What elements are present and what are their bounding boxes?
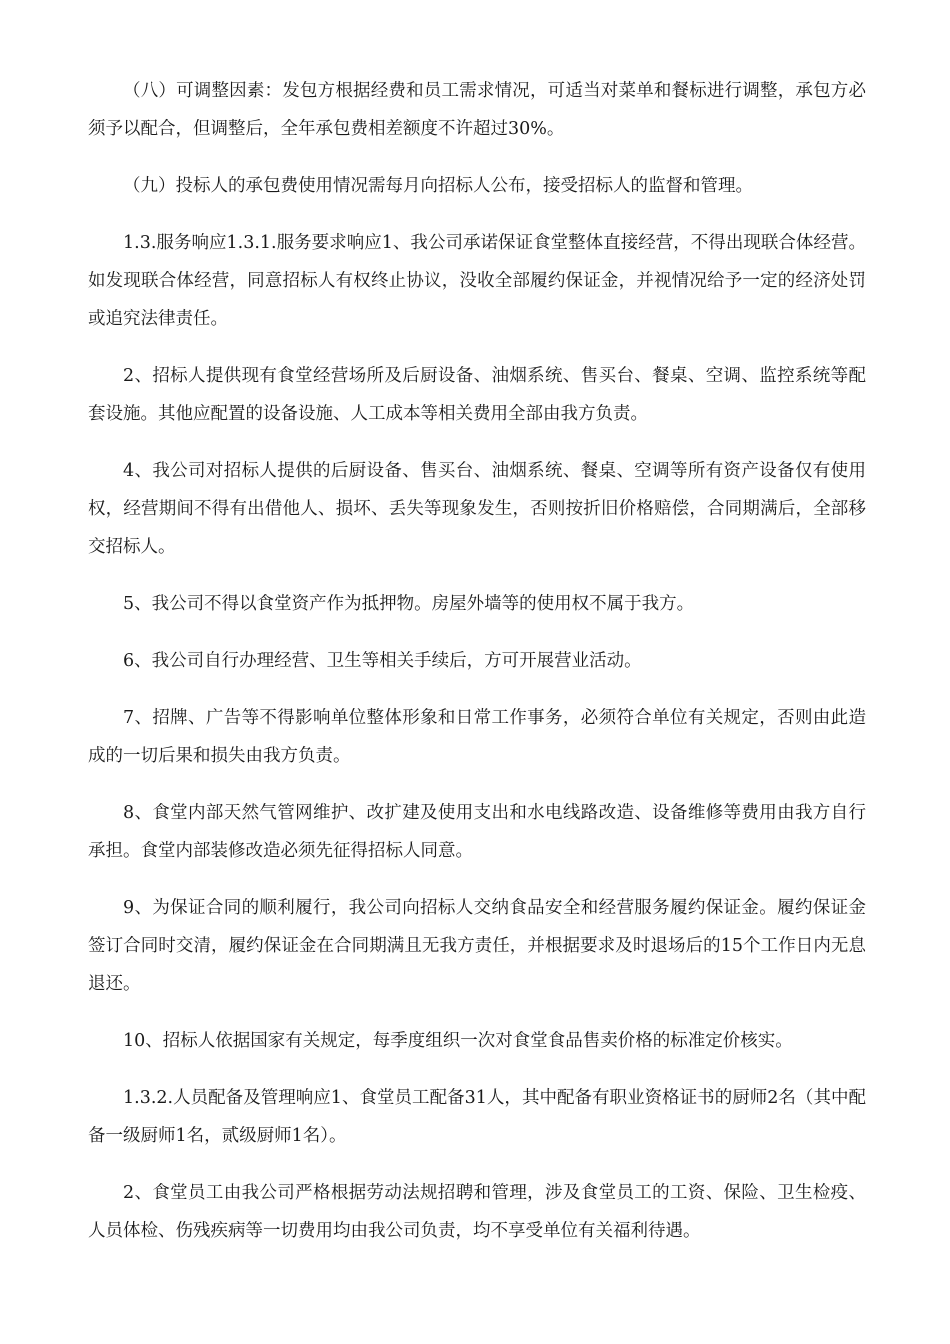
paragraph-asset-usage: 4、我公司对招标人提供的后厨设备、售买台、油烟系统、餐桌、空调等所有资产设备仅有使用权，经营期间不得有出借他人、损坏、丢失等现象发生，否则按折旧价格赔偿，合同期满后，全部移交招标人。 xyxy=(88,461,866,557)
paragraph-service-response: 1.3.服务响应1.3.1.服务要求响应1、我公司承诺保证食堂整体直接经营，不得出现联合体经营。如发现联合体经营，同意招标人有权终止协议，没收全部履约保证金，并视情况给予一定的经济处罚或追究法律责任。 xyxy=(88,233,866,329)
paragraph-facilities-provided: 2、招标人提供现有食堂经营场所及后厨设备、油烟系统、售买台、餐桌、空调、监控系统等配套设施。其他应配置的设备设施、人工成本等相关费用全部由我方负责。 xyxy=(88,366,866,424)
paragraph-licensing: 6、我公司自行办理经营、卫生等相关手续后，方可开展营业活动。 xyxy=(123,651,642,671)
paragraph-staffing: 1.3.2.人员配备及管理响应1、食堂员工配备31人，其中配备有职业资格证书的厨师2名（其中配备一级厨师1名，贰级厨师1名）。 xyxy=(88,1088,866,1146)
paragraph-staff-management: 2、食堂员工由我公司严格根据劳动法规招聘和管理，涉及食堂员工的工资、保险、卫生检疫、人员体检、伤残疾病等一切费用均由我公司负责，均不享受单位有关福利待遇。 xyxy=(88,1183,866,1241)
paragraph-maintenance-costs: 8、食堂内部天然气管网维护、改扩建及使用支出和水电线路改造、设备维修等费用由我方自行承担。食堂内部装修改造必须先征得招标人同意。 xyxy=(88,803,866,861)
paragraph-performance-bond: 9、为保证合同的顺利履行，我公司向招标人交纳食品安全和经营服务履约保证金。履约保证金签订合同时交清，履约保证金在合同期满且无我方责任，并根据要求及时退场后的15个工作日内无息退还。 xyxy=(88,898,866,994)
paragraph-fee-disclosure: （九）投标人的承包费使用情况需每月向招标人公布，接受招标人的监督和管理。 xyxy=(123,176,753,196)
document-body xyxy=(88,72,866,1269)
paragraph-no-collateral: 5、我公司不得以食堂资产作为抵押物。房屋外墙等的使用权不属于我方。 xyxy=(123,594,695,614)
paragraph-signage: 7、招牌、广告等不得影响单位整体形象和日常工作事务，必须符合单位有关规定，否则由此造成的一切后果和损失由我方负责。 xyxy=(88,708,866,766)
paragraph-price-verification: 10、招标人依据国家有关规定，每季度组织一次对食堂食品售卖价格的标准定价核实。 xyxy=(123,1031,793,1051)
paragraph-adjustable-factors: （八）可调整因素：发包方根据经费和员工需求情况，可适当对菜单和餐标进行调整，承包方必须予以配合，但调整后，全年承包费相差额度不许超过30%。 xyxy=(88,81,866,139)
